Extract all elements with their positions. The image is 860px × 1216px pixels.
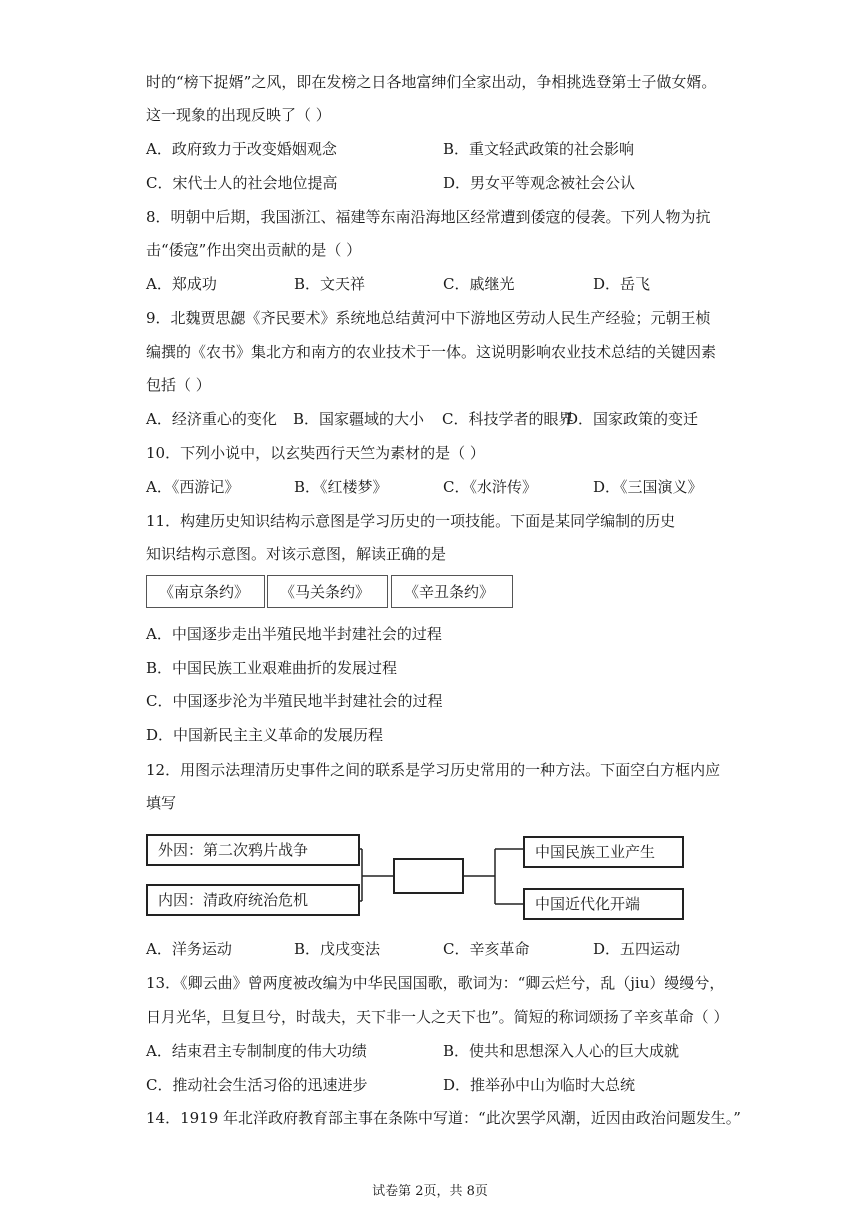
q7-stem-line1: 时的“榜下捉婿”之风，即在发榜之日各地富绅们全家出动，争相挑选登第士子做女婿。	[146, 73, 717, 91]
q12-stem-line1: 12．用图示法理清历史事件之间的联系是学习历史常用的一种方法。下面空白方框内应	[146, 761, 721, 779]
external-cause-box: 外因：第二次鸦片战争	[146, 834, 360, 866]
q10-stem: 10．下列小说中，以玄奘西行天竺为素材的是（ ）	[146, 444, 485, 462]
treaty-box-maguan: 《马关条约》	[267, 575, 388, 608]
q12-option-c[interactable]: C．辛亥革命	[443, 940, 530, 958]
q13-stem-line2: 日月光华，旦复旦兮，时哉夫，天下非一人之天下也”。简短的称词颂扬了辛亥革命（ ）	[146, 1008, 729, 1026]
q7-option-c[interactable]: C．宋代士人的社会地位提高	[146, 174, 338, 192]
q11-stem-line2: 知识结构示意图。对该示意图，解读正确的是	[146, 545, 447, 563]
q8-option-c[interactable]: C．戚继光	[443, 275, 515, 293]
q11-option-d[interactable]: D．中国新民主主义革命的发展历程	[146, 726, 384, 744]
q7-option-a[interactable]: A．政府致力于改变婚姻观念	[146, 140, 337, 158]
cause-effect-diagram	[146, 824, 706, 924]
q8-stem-line2: 击“倭寇”作出突出贡献的是（ ）	[146, 241, 362, 259]
q9-stem-line3: 包括（ ）	[146, 376, 211, 394]
q9-stem-line1: 9．北魏贾思勰《齐民要术》系统地总结黄河中下游地区劳动人民生产经验；元朝王桢	[146, 309, 711, 327]
q13-stem-line1: 13．《卿云曲》曾两度被改编为中华民国国歌，歌词为：“卿云烂兮，乱（jiu）缦缦兮，	[146, 974, 725, 992]
q13-option-c[interactable]: C．推动社会生活习俗的迅速进步	[146, 1076, 368, 1094]
page-footer: 试卷第 2页，共 8页	[372, 1184, 488, 1199]
treaty-box-nanjing: 《南京条约》	[146, 575, 265, 608]
q7-option-b[interactable]: B．重文轻武政策的社会影响	[443, 140, 635, 158]
result-box-modernization: 中国近代化开端	[523, 888, 684, 920]
q9-option-d[interactable]: D．国家政策的变迁	[566, 410, 699, 428]
q8-stem-line1: 8．明朝中后期，我国浙江、福建等东南沿海地区经常遭到倭寇的侵袭。下列人物为抗	[146, 208, 711, 226]
q13-option-a[interactable]: A．结束君主专制制度的伟大功绩	[146, 1042, 367, 1060]
q12-option-a[interactable]: A．洋务运动	[146, 940, 232, 958]
q8-option-b[interactable]: B．文天祥	[294, 275, 366, 293]
q9-option-a[interactable]: A．经济重心的变化	[146, 410, 277, 428]
blank-answer-box[interactable]	[393, 858, 464, 894]
q10-option-a[interactable]: A．《西游记》	[146, 478, 240, 496]
q7-option-d[interactable]: D．男女平等观念被社会公认	[443, 174, 636, 192]
q12-option-b[interactable]: B．戊戌变法	[294, 940, 381, 958]
q11-stem-line1: 11．构建历史知识结构示意图是学习历史的一项技能。下面是某同学编制的历史	[146, 512, 676, 530]
q12-option-d[interactable]: D．五四运动	[593, 940, 681, 958]
q8-option-a[interactable]: A．郑成功	[146, 275, 217, 293]
q11-option-b[interactable]: B．中国民族工业艰难曲折的发展过程	[146, 659, 398, 677]
q11-option-c[interactable]: C．中国逐步沦为半殖民地半封建社会的过程	[146, 692, 443, 710]
q10-option-d[interactable]: D．《三国演义》	[593, 478, 703, 496]
q9-stem-line2: 编撰的《农书》集北方和南方的农业技术于一体。这说明影响农业技术总结的关键因素	[146, 343, 717, 361]
q13-option-d[interactable]: D．推举孙中山为临时大总统	[443, 1076, 636, 1094]
q14-stem-line1: 14．1919 年北洋政府教育部主事在条陈中写道：“此次罢学风潮，近因由政治问题发生。”	[146, 1109, 741, 1127]
q11-option-a[interactable]: A．中国逐步走出半殖民地半封建社会的过程	[146, 625, 442, 643]
q10-option-c[interactable]: C．《水浒传》	[443, 478, 537, 496]
q9-option-c[interactable]: C．科技学者的眼界	[442, 410, 574, 428]
q12-stem-line2: 填写	[146, 794, 177, 812]
q13-option-b[interactable]: B．使共和思想深入人心的巨大成就	[443, 1042, 680, 1060]
q7-stem-line2: 这一现象的出现反映了（ ）	[146, 106, 331, 124]
treaty-box-xinchou: 《辛丑条约》	[391, 575, 513, 608]
q8-option-d[interactable]: D．岳飞	[593, 275, 651, 293]
result-box-national-industry: 中国民族工业产生	[523, 836, 684, 868]
internal-cause-box: 内因：清政府统治危机	[146, 884, 360, 916]
q10-option-b[interactable]: B．《红楼梦》	[294, 478, 388, 496]
q9-option-b[interactable]: B．国家疆域的大小	[293, 410, 425, 428]
